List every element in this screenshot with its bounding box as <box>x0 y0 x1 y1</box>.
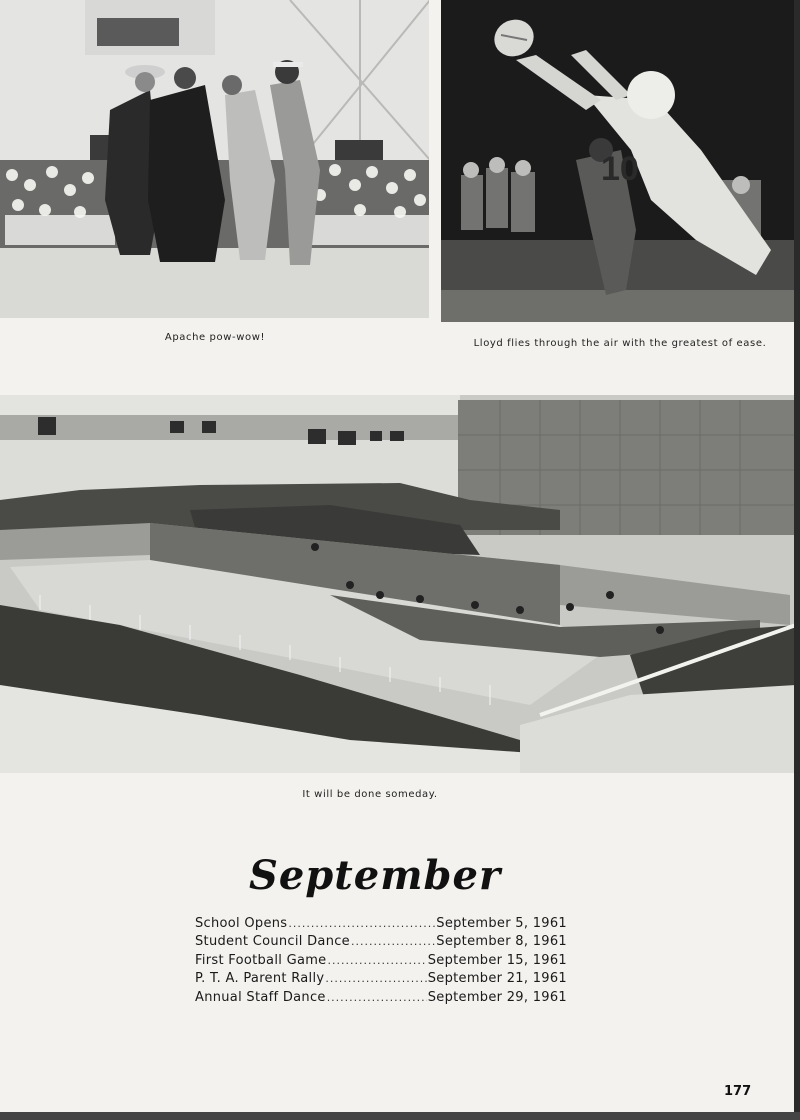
dot-leader <box>325 972 426 985</box>
month-heading: September <box>248 852 502 899</box>
football-catch-photo <box>441 0 796 322</box>
event-date: September 21, 1961 <box>427 971 567 987</box>
dot-leader <box>288 917 435 930</box>
event-name: First Football Game <box>195 952 327 968</box>
apache-powwow-photo <box>0 0 429 318</box>
event-name: Annual Staff Dance <box>195 989 326 1005</box>
event-name: School Opens <box>195 916 288 931</box>
pool-construction-caption: It will be done someday. <box>302 789 438 800</box>
event-row <box>195 934 567 952</box>
event-date: September 15, 1961 <box>427 952 567 968</box>
event-name: P. T. A. Parent Rally <box>195 971 325 987</box>
dot-leader <box>327 991 427 1004</box>
event-name: Student Council Dance <box>195 934 350 950</box>
event-list <box>195 916 567 1008</box>
event-date: September 5, 1961 <box>436 916 567 931</box>
event-row <box>195 990 567 1008</box>
event-date: September 29, 1961 <box>427 989 567 1005</box>
event-row <box>195 916 567 934</box>
page-edge-right <box>794 0 800 1120</box>
dot-leader <box>351 935 435 948</box>
pool-construction-photo <box>0 395 796 773</box>
apache-powwow-caption: Apache pow-wow! <box>164 332 266 343</box>
event-row <box>195 971 567 989</box>
event-row <box>195 953 567 971</box>
page-number: 177 <box>724 1084 752 1099</box>
dot-leader <box>328 954 427 967</box>
football-catch-caption: Lloyd flies through the air with the greatest of ease. <box>473 338 767 349</box>
page-edge-bottom <box>0 1112 800 1120</box>
event-date: September 8, 1961 <box>436 934 567 950</box>
jersey-number: 10 <box>601 150 639 188</box>
